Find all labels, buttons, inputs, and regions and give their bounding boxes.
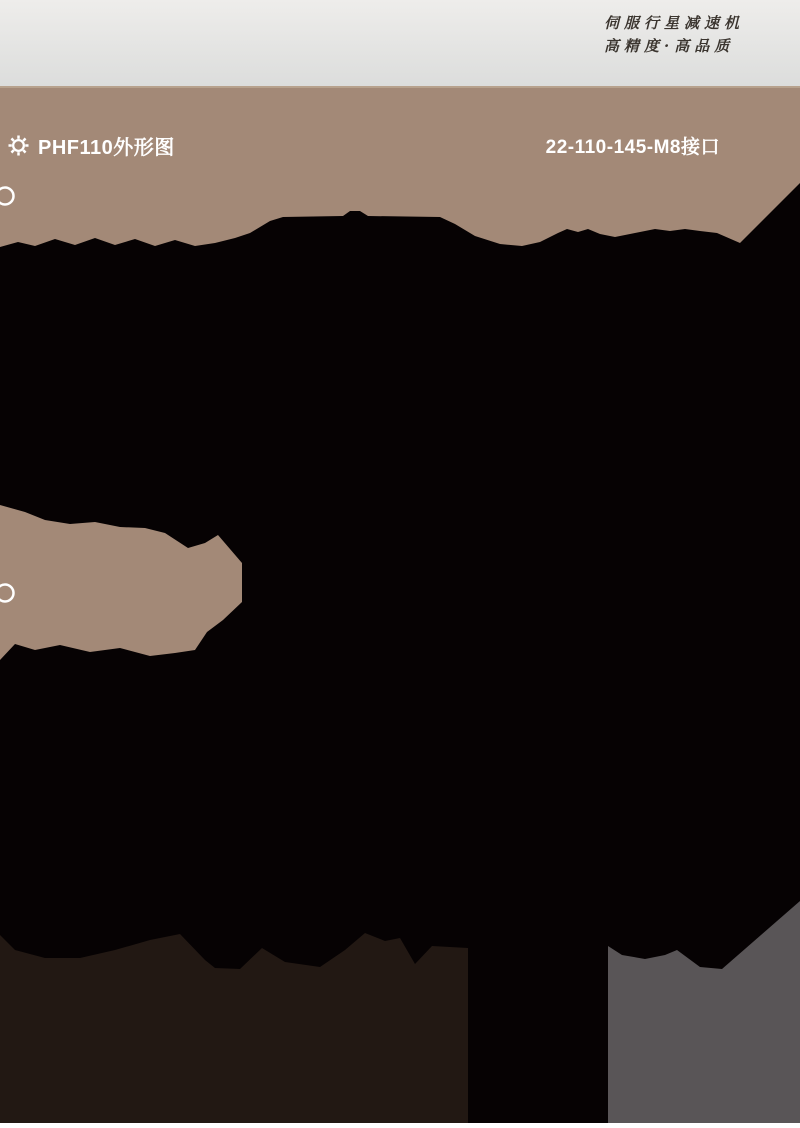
masthead-line-2: 高精度·高品质 [603,37,735,55]
masthead-line-1: 伺服行星减速机 [603,14,744,32]
outline-drawing [0,88,800,1123]
section-header [0,131,800,159]
gear-icon [8,135,29,156]
masthead-strip [0,0,800,88]
interface-label: 22-110-145-M8接口 [545,137,720,158]
section-header-left [8,131,175,160]
masthead [604,12,744,58]
page-title: PHF110外形图 [38,137,175,159]
